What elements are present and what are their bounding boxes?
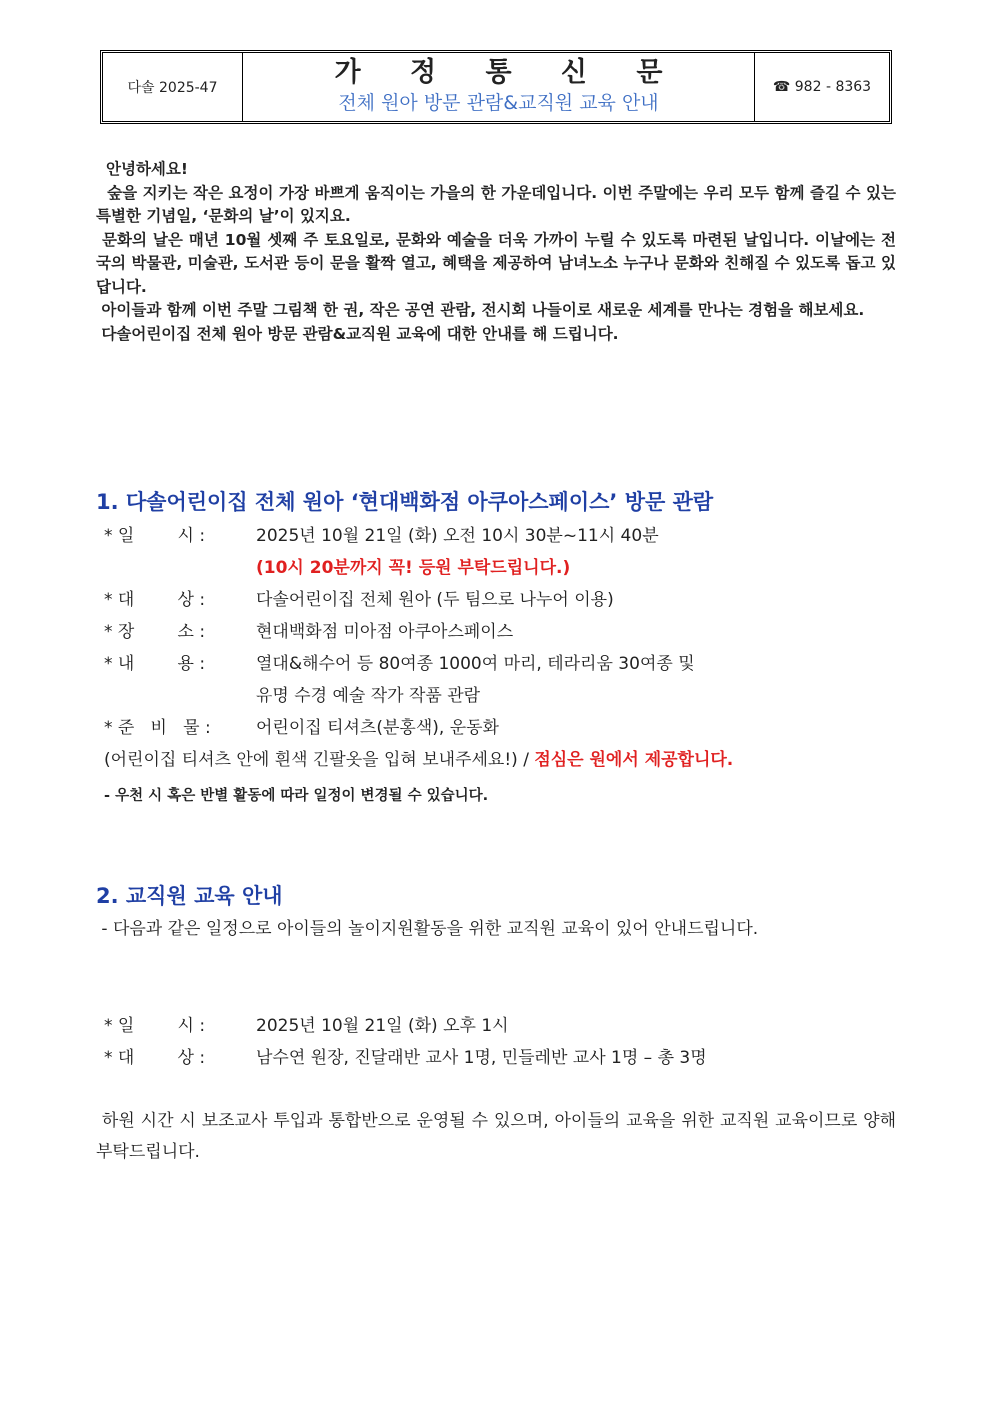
section2-target-row bbox=[104, 1046, 707, 1070]
content-label: * 내 용 : bbox=[104, 654, 206, 674]
section2-title: 2. 교직원 교육 안내 bbox=[96, 884, 283, 908]
target-value: 남수연 원장, 진달래반 교사 1명, 민들레반 교사 1명 – 총 3명 bbox=[256, 1048, 707, 1068]
page-title: 가 정 통 신 문 bbox=[334, 57, 683, 88]
date-value: 2025년 10월 21일 (화) 오전 10시 30분~11시 40분 bbox=[256, 526, 659, 546]
place-value: 현대백화점 미아점 아쿠아스페이스 bbox=[256, 622, 514, 642]
intro-paragraph: 숲을 지키는 작은 요정이 가장 바쁘게 움직이는 가을의 한 가운데입니다. 이번 주말에는 우리 모두 함께 즐길 수 있는 특별한 기념일, ‘문화의 날’이 있지요. bbox=[96, 183, 902, 225]
section2-date-row bbox=[104, 1014, 509, 1038]
document-number: 다솔 2025-47 bbox=[103, 53, 243, 121]
closing-paragraph: 하원 시간 시 보조교사 투입과 통합반으로 운영될 수 있으며, 아이들의 교육을 위한 교직원 교육이므로 양해부탁드립니다. bbox=[96, 1111, 897, 1162]
target-label: * 대 상 : bbox=[104, 1048, 206, 1068]
place-label: * 장 소 : bbox=[104, 622, 206, 642]
target-label: * 대 상 : bbox=[104, 590, 206, 610]
section2-description: - 다음과 같은 일정으로 아이들의 놀이지원활동을 위한 교직원 교육이 있어 안내드립니다. bbox=[96, 919, 759, 939]
content-value-continued: 유명 수경 예술 작가 작품 관람 bbox=[256, 686, 481, 706]
intro-paragraph: 아이들과 함께 이번 주말 그림책 한 권, 작은 공연 관람, 전시회 나들이로 새로운 세계를 만나는 경험을 해보세요. bbox=[96, 301, 865, 319]
section1-prep-note-row bbox=[104, 748, 733, 772]
section1-prep-row bbox=[104, 716, 499, 740]
intro-text bbox=[96, 158, 902, 346]
section1-target-row bbox=[104, 588, 614, 612]
clothing-note: (어린이집 티셔츠 안에 흰색 긴팔옷을 입혀 보내주세요!) / bbox=[104, 750, 529, 770]
lunch-note: 점심은 원에서 제공합니다. bbox=[534, 750, 734, 770]
header-title-cell bbox=[243, 53, 755, 121]
rain-note: - 우천 시 혹은 반별 활동에 따라 일정이 변경될 수 있습니다. bbox=[104, 788, 489, 804]
prep-label: * 준 비 물 : bbox=[104, 718, 211, 738]
section1-date-row bbox=[104, 524, 659, 548]
arrival-note: (10시 20분까지 꼭! 등원 부탁드립니다.) bbox=[256, 558, 571, 578]
date-value: 2025년 10월 21일 (화) 오후 1시 bbox=[256, 1016, 509, 1036]
section1-content-row bbox=[104, 652, 695, 676]
greeting: 안녕하세요! bbox=[106, 160, 188, 178]
intro-paragraph: 문화의 날은 매년 10월 셋째 주 토요일로, 문화와 예술을 더욱 가까이 누릴 수 있도록 마련된 날입니다. 이날에는 전국의 박물관, 미술관, 도서관 등이 문을 활짝 열고, 혜택을 제공하여 남녀노소 누구나 문화와 친해질 수 있도록 돕고 있답니다. bbox=[96, 230, 896, 296]
date-label: * 일 시 : bbox=[104, 526, 206, 546]
section1-title: 1. 다솔어린이집 전체 원아 ‘현대백화점 아쿠아스페이스’ 방문 관람 bbox=[96, 490, 714, 514]
prep-value: 어린이집 티셔츠(분홍색), 운동화 bbox=[256, 718, 499, 738]
phone-number: ☎ 982 - 8363 bbox=[772, 79, 872, 95]
target-value: 다솔어린이집 전체 원아 (두 팀으로 나누어 이용) bbox=[256, 590, 614, 610]
header-box bbox=[100, 50, 892, 124]
date-label: * 일 시 : bbox=[104, 1016, 206, 1036]
content-value: 열대&해수어 등 80여종 1000여 마리, 테라리움 30여종 및 bbox=[256, 654, 695, 674]
section1-place-row bbox=[104, 620, 513, 644]
intro-paragraph: 다솔어린이집 전체 원아 방문 관람&교직원 교육에 대한 안내를 해 드립니다. bbox=[96, 324, 619, 343]
page-subtitle: 전체 원아 방문 관람&교직원 교육 안내 bbox=[338, 92, 659, 114]
